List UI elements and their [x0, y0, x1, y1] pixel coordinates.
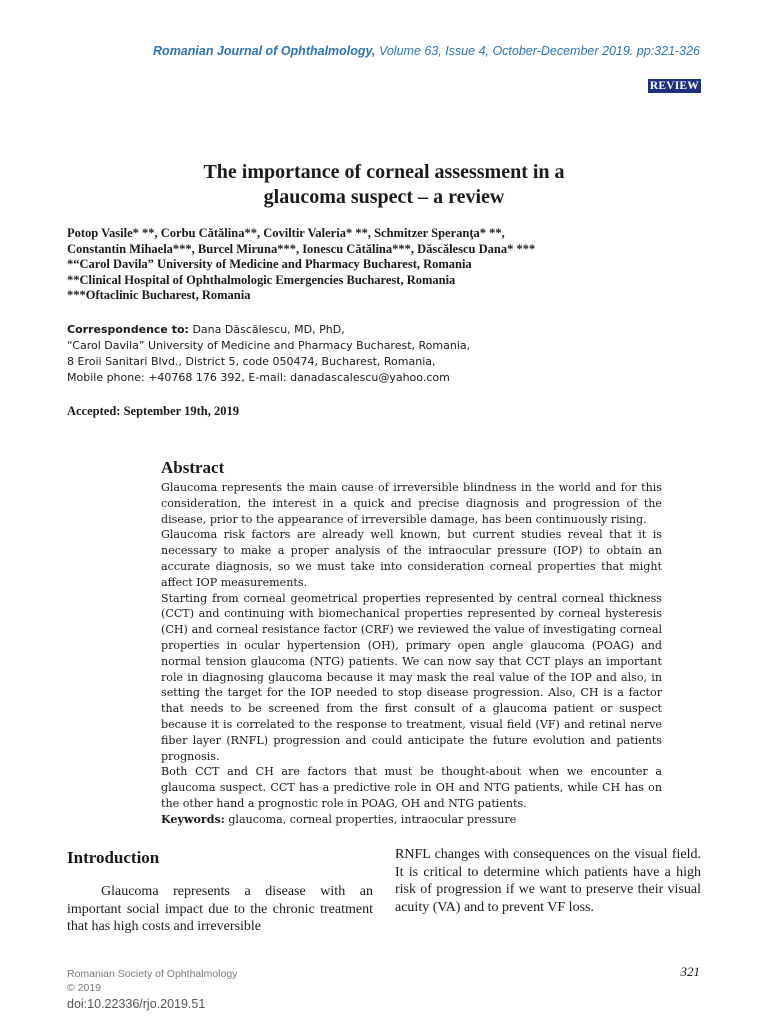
- abstract-paragraph: Both CCT and CH are factors that must be thought-about when we encounter a glaucoma suspect. CCT has a predictive role in OH and NTG patients, while CH has on the other hand a prognostic role in POAG, OH and NTG patients.: [161, 765, 662, 810]
- correspondence-name: Dana Dăscălescu, MD, PhD,: [188, 323, 345, 336]
- title-line: glaucoma suspect – a review: [263, 186, 505, 208]
- keywords-text: glaucoma, corneal properties, intraocular pressure: [224, 812, 517, 826]
- title-line: The importance of corneal assessment in a: [203, 161, 565, 183]
- copyright: © 2019: [67, 982, 102, 994]
- correspondence-block: [67, 322, 707, 386]
- abstract-heading: Abstract: [161, 458, 225, 477]
- article-type-badge: REVIEW: [649, 80, 699, 92]
- abstract-paragraph: Glaucoma risk factors are already well known, but current studies reveal that it is necessary to make a proper analysis of the intraocular pressure (IOP) to obtain an accurate diagnosis, so we must take into consideration corneal properties that might affect IOP measurements.: [161, 528, 662, 589]
- keywords-line: [161, 812, 662, 828]
- journal-citation: [153, 44, 700, 58]
- author-line: Constantin Mihaela***, Burcel Miruna***, Ionescu Cătălina***, Dăscălescu Dana* ***: [67, 241, 536, 256]
- introduction-paragraph: Glaucoma represents a disease with an important social impact due to the chronic treatment that has high costs and irreversible: [67, 884, 373, 935]
- affiliation-line: **Clinical Hospital of Ophthalmologic Emergencies Bucharest, Romania: [67, 272, 456, 287]
- abstract-paragraph: Starting from corneal geometrical properties represented by central corneal thickness (CCT) and continuing with biomechanical properties represented by corneal hysteresis (CH) and corneal resistance factor (CRF) we reviewed the value of investigating corneal properties in ocular hypertension (OH), primary open angle glaucoma (POAG) and normal tension glaucoma (NTG) patients. We can now say that CCT plays an important role in diagnosing glaucoma because it may mask the real value of the IOP and also, in setting the target for the IOP needed to stop disease progression. Also, CH is a factor that needs to be screened from the first consult of a glaucoma patient or suspect because it is correlated to the response to treatment, visual field (VF) and retinal nerve fiber layer (RNFL) progression and could anticipate the future evolution and patients prognosis.: [161, 591, 662, 763]
- author-line: Potop Vasile* **, Corbu Cătălina**, Coviltir Valeria* **, Schmitzer Speranţa* **,: [67, 226, 505, 240]
- affiliation-line: *“Carol Davila” University of Medicine and Pharmacy Bucharest, Romania: [67, 257, 472, 271]
- introduction-left-column: [67, 883, 373, 936]
- introduction-paragraph: RNFL changes with consequences on the visual field. It is critical to determine which patients have a high risk of progression if we want to preserve their visual acuity (VA) and to prevent VF loss.: [395, 847, 701, 915]
- correspondence-label: Correspondence to:: [67, 323, 189, 336]
- society-name: Romanian Society of Ophthalmology: [67, 968, 238, 980]
- journal-details: Volume 63, Issue 4, October-December 2019. pp:321-326: [375, 44, 700, 58]
- correspondence-line: Mobile phone: +40768 176 392, E-mail: danadascalescu@yahoo.com: [67, 371, 450, 384]
- correspondence-line: “Carol Davila” University of Medicine and Pharmacy Bucharest, Romania,: [67, 339, 471, 352]
- page-number: 321: [680, 964, 700, 979]
- correspondence-line: 8 Eroii Sanitari Blvd., District 5, code 050474, Bucharest, Romania,: [67, 355, 436, 368]
- introduction-right-column: [395, 846, 701, 916]
- abstract-paragraph: Glaucoma represents the main cause of irreversible blindness in the world and for this consideration, the interest in a quick and precise diagnosis and progression of the disease, prior to the appearance of irreversible damage, has been continuously rising.: [161, 481, 662, 526]
- authors-affiliations: [67, 226, 707, 304]
- journal-name: Romanian Journal of Ophthalmology,: [153, 44, 376, 58]
- doi-link[interactable]: doi:10.22336/rjo.2019.51: [67, 997, 206, 1011]
- keywords-label: Keywords:: [161, 812, 225, 826]
- affiliation-line: ***Oftaclinic Bucharest, Romania: [67, 288, 251, 302]
- introduction-heading: Introduction: [67, 848, 160, 867]
- accepted-date: Accepted: September 19th, 2019: [67, 404, 239, 418]
- page-footer: [67, 967, 237, 1011]
- abstract-section: [161, 458, 662, 828]
- article-title: [0, 160, 768, 210]
